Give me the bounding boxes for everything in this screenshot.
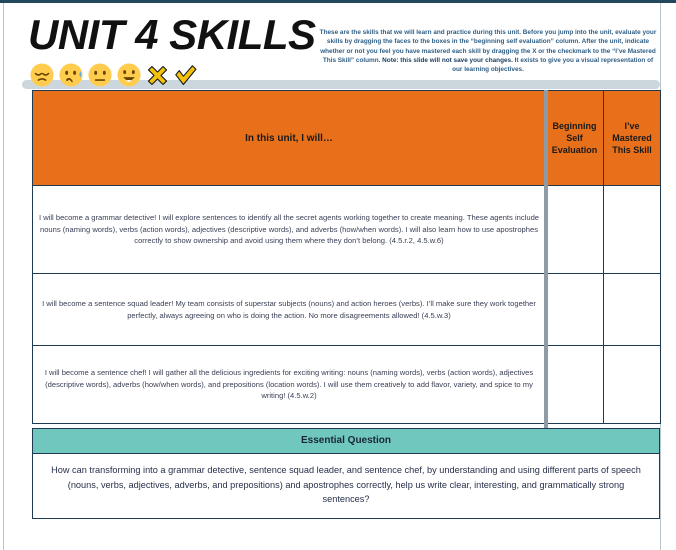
intro-paragraph bbox=[318, 28, 658, 74]
skill-text-1: I will become a grammar detective! I will explore sentences to identify all the secret agents working together to create meaning. These agents include nouns (naming words), verbs (action words), adjectives (descriptive words), and adverbs (how/when words). I will also learn how to use apostrophes correctly to show ownership and avoid using them where they don’t belong. (4.5.r.2, 4.5.w.6) bbox=[33, 186, 546, 274]
window-top-border bbox=[0, 0, 676, 3]
face-neutral-icon[interactable] bbox=[87, 62, 113, 88]
table-row bbox=[33, 346, 661, 424]
drop-zone-mastered-3[interactable] bbox=[604, 346, 661, 424]
drop-zone-beginning-1[interactable] bbox=[546, 186, 604, 274]
essential-question-text: How can transforming into a grammar detective, sentence squad leader, and sentence chef, by understanding and using different parts of speech (nouns, verbs, adjectives, adverbs, and prepositions) and apostrophes correctly, help us write clear, interesting, and grammatically strong sentences? bbox=[32, 454, 660, 519]
column-header-beginning-self-evaluation bbox=[546, 91, 604, 186]
drop-zone-beginning-3[interactable] bbox=[546, 346, 604, 424]
header-line: I’ve bbox=[624, 120, 640, 131]
drop-zone-beginning-2[interactable] bbox=[546, 274, 604, 346]
intro-note: Note: this slide will not save your changes. bbox=[382, 56, 513, 64]
drop-zone-mastered-2[interactable] bbox=[604, 274, 661, 346]
header-line: Self bbox=[566, 132, 583, 143]
column-header-skill: In this unit, I will… bbox=[33, 91, 546, 186]
header-line: This Skill bbox=[612, 145, 652, 156]
window-left-border bbox=[3, 3, 4, 550]
skill-text-3: I will become a sentence chef! I will gather all the delicious ingredients for exciting writing: nouns (naming words), verbs (action words), adjectives (descriptive words), adverbs (how/when words), and prepositions (location words). I will use them creatively to add flavor, variety, and spice to my writing! (4.5.w.2) bbox=[33, 346, 546, 424]
column-group-divider bbox=[544, 90, 548, 428]
face-sleepy-icon[interactable] bbox=[29, 62, 55, 88]
face-worried-sweat-icon[interactable] bbox=[58, 62, 84, 88]
header-line: Mastered bbox=[612, 132, 652, 143]
table-row bbox=[33, 274, 661, 346]
intro-text-part2: It exists to give you a visual representation of our learning objectives. bbox=[452, 56, 654, 74]
header-line: Evaluation bbox=[551, 145, 598, 156]
essential-question-block bbox=[32, 428, 660, 519]
skill-text-2: I will become a sentence squad leader! My team consists of superstar subjects (nouns) and action heroes (verbs). I’ll make sure they work together perfectly, always agreeing on who is doing the action. No more disagreements allowed! (4.5.w.3) bbox=[33, 274, 546, 346]
mark-check-icon[interactable] bbox=[173, 63, 198, 88]
mark-x-icon[interactable] bbox=[145, 63, 170, 88]
table-row bbox=[33, 186, 661, 274]
essential-question-heading: Essential Question bbox=[32, 428, 660, 454]
table-header-row bbox=[33, 91, 661, 186]
skills-table bbox=[32, 90, 661, 424]
column-header-ive-mastered-this-skill bbox=[604, 91, 661, 186]
page-title: UNIT 4 SKILLS bbox=[28, 11, 316, 58]
drop-zone-mastered-1[interactable] bbox=[604, 186, 661, 274]
draggable-token-strip bbox=[29, 62, 198, 88]
header-line: Beginning bbox=[552, 120, 597, 131]
face-happy-icon[interactable] bbox=[116, 62, 142, 88]
intro-text-part1: These are the skills that we will learn and practice during this unit. Before you jump into the unit, evaluate your skills by dragging the faces to the boxes in the “beginning self evaluation” column. After the unit, indicate whether or not you feel you have mastered each skill by dragging the X or the checkmark to the “I’ve Mastered This Skill” column. bbox=[319, 29, 657, 64]
